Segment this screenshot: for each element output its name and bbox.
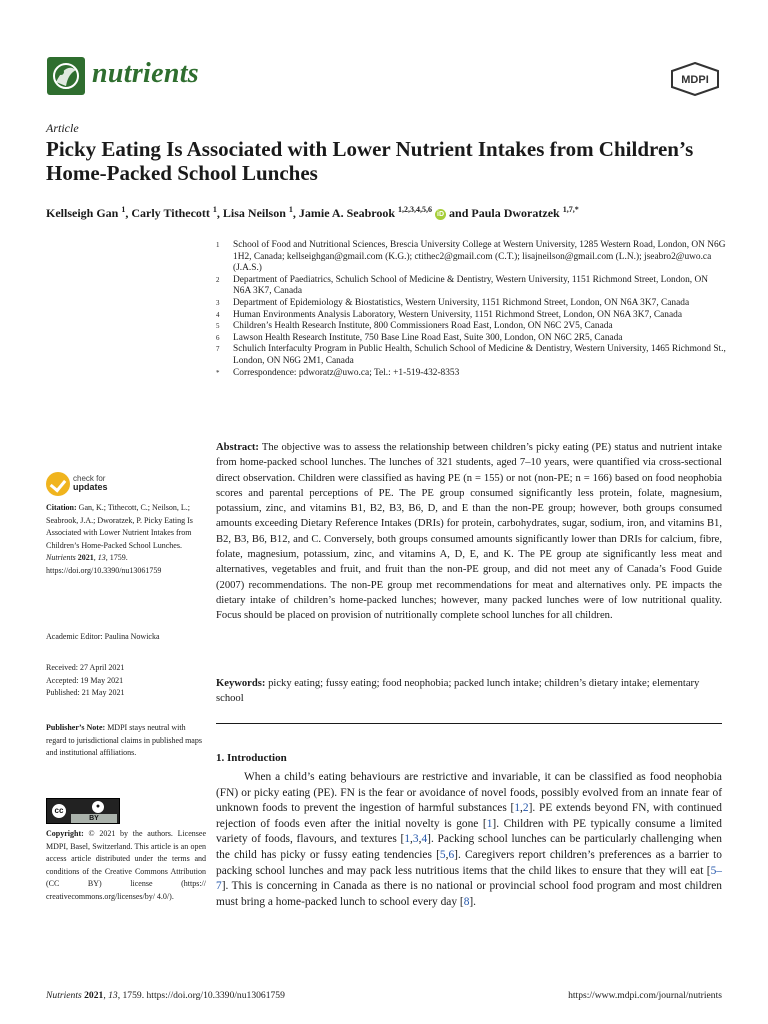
intro-text: , — [418, 833, 422, 846]
dates — [46, 662, 206, 700]
affiliation-item: 2 Department of Paediatrics, Schulich School of Medicine & Dentistry, Western University, 1151 Richmond Street, London, ON N6A 3K7, Canada — [216, 274, 709, 297]
author-affiliation-marks: 1,7,* — [562, 205, 579, 214]
citation-reference-link[interactable]: 1 — [486, 817, 493, 830]
nutrients-logo-icon — [46, 56, 86, 96]
citation-reference-link[interactable]: 6 — [448, 848, 455, 861]
abstract-text: The objective was to assess the relationship between children’s picky eating (PE) status and nutrient intake from home-packed school lunches. The lunches of 321 students, aged 7–10 years, were quantified via cross-sectional direct observation. Children were classified as having PE (n = 155) or not (non-PE; n = 166) based on food neophobia scores and parental perceptions of PE. The PE group consumed significantly less protein, folate, magnesium, potassium, zinc, and vitamins B1, B2, B3, B6, D, and E than the non-PE group; however, both groups consumed amounts exceeding Dietary Reference Intakes (DRIs) for protein, carbohydrates, sugar, sodium, iron, and vitamins B1, B2, B3, B6, B12, and C. Conversely, both groups consumed amounts significantly lower than DRIs for calcium, fibre, folate, magnesium, potassium, zinc, and vitamins A, D, E, and K. The PE group ate significantly less meat and alternatives, vegetables and fruit, and fruit than the non-PE group, and did not meet any of Canada’s Food Guide (2007) recommendations. The non-PE group met recommendations for meat and alternatives only. PE impacts the dietary intake of children’s home-packed lunches; however, many packed lunches were of low nutritional quality. Focus should be placed on provision of nutritionally complete school lunches for all children. — [216, 442, 722, 622]
citation-reference-link[interactable]: 8 — [463, 895, 470, 908]
footer-volume: 13 — [108, 990, 118, 1001]
affiliation-item: 6 Lawson Health Research Institute, 750 Base Line Road East, Suite 300, London, ON N6C 2R5, Canada — [216, 332, 623, 343]
check-updates-top: check for — [73, 474, 106, 483]
abstract — [216, 440, 722, 624]
intro-text: , — [410, 833, 413, 846]
received-date: Received: 27 April 2021 — [46, 663, 125, 672]
orcid-icon[interactable]: iD — [437, 211, 445, 218]
citation-reference-link[interactable]: 2 — [522, 802, 529, 815]
intro-text: , — [445, 848, 449, 861]
check-for-updates-badge[interactable] — [46, 472, 136, 500]
intro-text: ]. PE extends beyond FN, with continued rejection of foods even after the initial novelty is gone [ — [216, 802, 722, 830]
intro-paragraph — [216, 770, 722, 910]
citation-reference-link[interactable]: 5 — [439, 848, 446, 861]
intro-text: ]. Caregivers report children’s preferences as a barrier to packing school lunches and may pack less nutritious items that the child likes to ensure that they will eat [ — [216, 848, 722, 877]
abstract-label: Abstract: — [216, 442, 259, 453]
author-name: Paula Dworatzek — [471, 206, 560, 220]
keywords-text: picky eating; fussy eating; food neophobia; packed lunch intake; children’s dietary intake; elementary school — [216, 678, 700, 705]
citation-reference-link[interactable]: 1 — [404, 833, 411, 846]
citation-reference-link[interactable]: 1 — [514, 802, 521, 815]
citation-label: Citation: — [46, 503, 77, 512]
mdpi-logo-text: MDPI — [681, 74, 709, 86]
checkmark-icon — [46, 472, 70, 496]
publishers-note-label: Publisher’s Note: — [46, 723, 106, 732]
academic-editor: Academic Editor: Paulina Nowicka — [46, 632, 160, 641]
affiliation-item: 3 Department of Epidemiology & Biostatistics, Western University, 1151 Richmond Street, London, ON N6A 3K7, Canada — [216, 297, 690, 308]
article-type: Article — [46, 121, 79, 135]
publishers-note — [46, 722, 206, 760]
author-name: Jamie A. Seabrook — [298, 206, 396, 220]
intro-text: ]. This is concerning in Canada as there is no national or provincial school food program and most children must bring a home-packed lunch to school every day [ — [216, 880, 722, 908]
affiliation-item: 4 Human Environments Analysis Laboratory, Western University, 1151 Richmond Street, London, ON N6A 3K7, Canada — [216, 309, 682, 320]
cc-by-license-badge[interactable] — [46, 798, 120, 824]
article-title: Picky Eating Is Associated with Lower Nutrient Intakes from Children’s Home-Packed School Lunches — [46, 137, 694, 185]
by-label: BY — [71, 814, 117, 823]
footer-citation: Nutrients 2021, 13, 1759. https://doi.org/10.3390/nu13061759 — [46, 990, 285, 1001]
keywords — [216, 676, 722, 707]
section-heading: 1. Introduction — [216, 752, 287, 764]
footer-doi[interactable]: , 1759. https://doi.org/10.3390/nu13061759 — [117, 990, 285, 1001]
affiliation-item: 7 Schulich Interfaculty Program in Public Health, Schulich School of Medicine & Dentistry, Western University, 1465 Richmond St., London, ON N6G 2M1, Canada — [216, 344, 726, 366]
mdpi-logo-icon — [670, 62, 720, 96]
affiliation-item: 5 Children’s Health Research Institute, 800 Commissioners Road East, London, ON N6C 2V5, Canada — [216, 321, 613, 332]
citation-volume: 13 — [97, 553, 106, 562]
copyright — [46, 828, 206, 903]
author-list: Kellseigh Gan $^1$, Carly Tithecott $^1$, Lisa Neilson $^1$, Jamie A. Seabrook $^{1,2,3,4,5,6}$ iD and Paula Dworatzek $^{1,7,*}$ — [46, 205, 579, 220]
author-name: Kellseigh Gan — [46, 206, 119, 220]
journal-name: nutrients — [92, 58, 199, 89]
author-name: Carly Tithecott — [131, 206, 210, 220]
author-affiliation-marks: 1 — [212, 205, 217, 214]
author-affiliation-marks: 1 — [121, 205, 126, 214]
citation-journal: Nutrients — [46, 553, 76, 562]
affiliation-list — [216, 240, 726, 379]
check-updates-bottom: updates — [73, 482, 108, 492]
intro-text: ]. Packing school lunches can be particularly challenging when the child has picky or fussy eating tendencies [ — [216, 833, 722, 861]
and-word: and — [449, 206, 469, 220]
author-affiliation-marks: 1 — [288, 205, 293, 214]
intro-text: ]. — [469, 895, 477, 908]
footer-url[interactable]: https://www.mdpi.com/journal/nutrients — [568, 990, 722, 1001]
footer-journal: Nutrients — [46, 990, 82, 1001]
citation-text: Gan, K.; Tithecott, C.; Neilson, L.; Seabrook, J.A.; Dworatzek, P. Picky Eating Is Associated with Lower Nutrient Intakes from Children’s Home-Packed School Lunches. — [46, 503, 193, 550]
publishers-note-text: MDPI stays neutral with regard to jurisdictional claims in published maps and institutional affiliations. — [46, 723, 202, 757]
citation-doi[interactable]: , 1759. https://doi.org/10.3390/nu13061759 — [46, 553, 162, 575]
keywords-label: Keywords: — [216, 678, 266, 689]
citation: Citation: Gan, K.; Tithecott, C.; Neilson, L.; Seabrook, J.A.; Dworatzek, P. Picky Eating Is Associated with Lower Nutrient Intakes from Children’s Home-Packed School Lunches. Nutrients 2021, 13, 1759. https://doi.org/10.3390/nu13061759 — [46, 503, 193, 575]
correspondence: * Correspondence: pdworatz@uwo.ca; Tel.: +1-519-432-8353 — [216, 367, 460, 378]
author-affiliation-marks: 1,2,3,4,5,6 — [398, 205, 433, 214]
published-date: Published: 21 May 2021 — [46, 688, 125, 697]
accepted-date: Accepted: 19 May 2021 — [46, 675, 124, 685]
citation-reference-link[interactable]: 5–7 — [216, 864, 722, 893]
cc-icon: cc — [50, 802, 68, 820]
section-divider — [216, 723, 722, 724]
author-name: Lisa Neilson — [222, 206, 286, 220]
citation-reference-link[interactable]: 4 — [421, 833, 428, 846]
attribution-person-icon: ● — [91, 800, 105, 814]
intro-text: ]. Children with PE typically consume a limited variety of foods, flavours, and textures [ — [216, 817, 722, 846]
citation-reference-link[interactable]: 3 — [412, 833, 419, 846]
affiliation-item: 1 School of Food and Nutritional Sciences, Brescia University College at Western University, 1285 Western Road, London, ON N6G 1H2, Canada; kellseighgan@gmail.com (K.G.); ctithec2@gmail.com (C.T.); lisajneilson@gmail.com (L.N.); jseabro2@uwo.ca (J.A.S.) — [216, 240, 726, 274]
intro-text: , — [520, 802, 523, 815]
copyright-text: © 2021 by the authors. Licensee MDPI, Basel, Switzerland. This article is an open access article distributed under the terms and conditions of the Creative Commons Attribution (CC BY) license (https:// creativecommons.org/licenses/by/ 4.0/). — [46, 829, 207, 901]
intro-text: When a child’s eating behaviours are restrictive and invariable, it can be classified as food neophobia (FN) or picky eating (PE). FN is the fear or avoidance of novel foods, possibly evolved from an innate fear of unknown foods to prevent the ingestion of harmful substances [ — [216, 771, 722, 815]
footer-year: 2021 — [84, 990, 104, 1001]
citation-year: 2021 — [77, 553, 94, 562]
copyright-label: Copyright: — [46, 829, 84, 838]
